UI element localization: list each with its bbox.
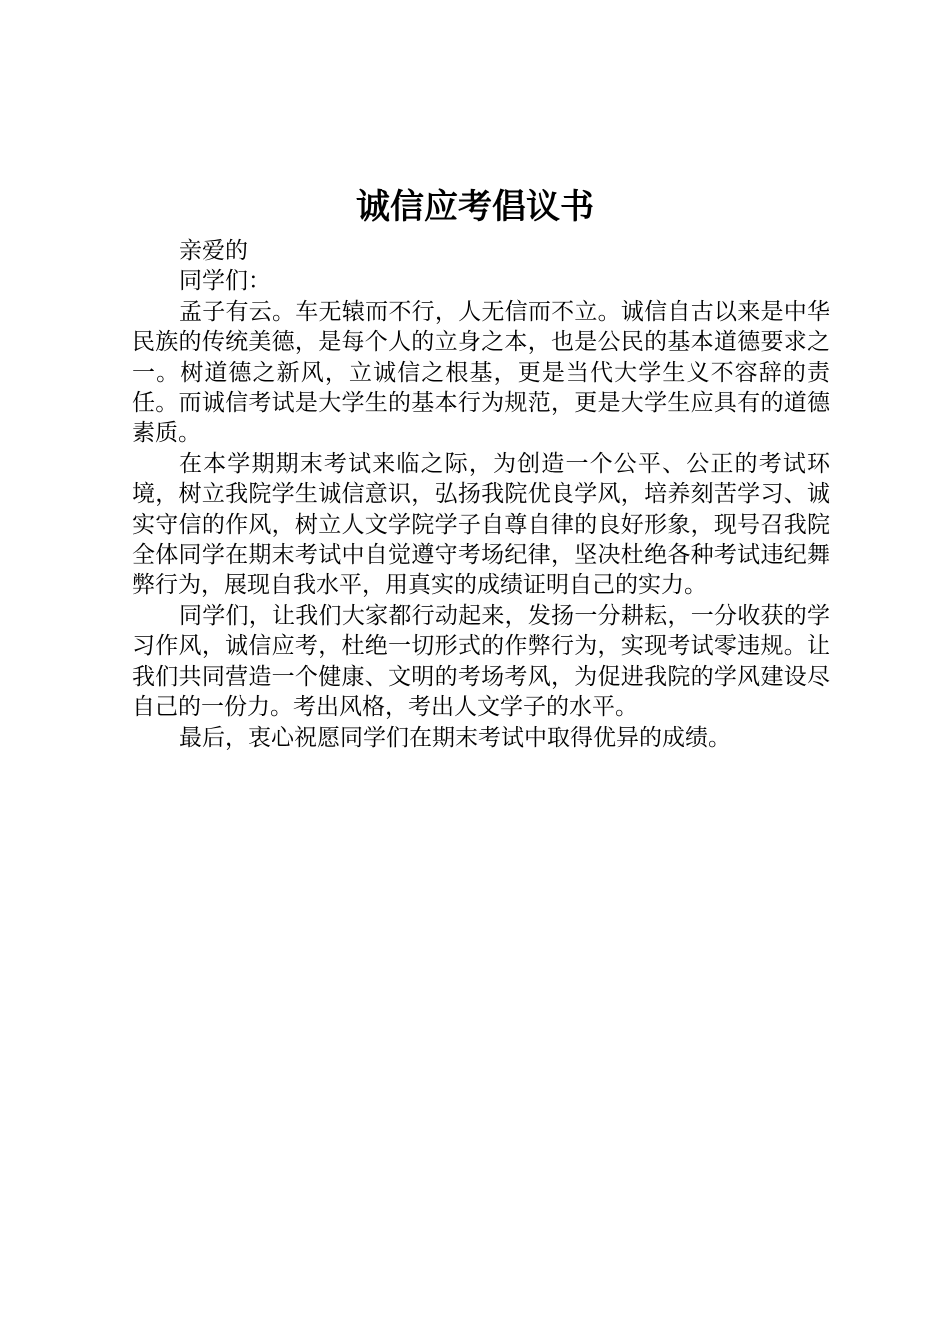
paragraph-intro: 孟子有云。车无辕而不行，人无信而不立。诚信自古以来是中华民族的传统美德，是每个人的立身之本，也是公民的基本道德要求之一。树道德之新风，立诚信之根基，更是当代大学生义不容辞的责任。而诚信考试是大学生的基本行为规范，更是大学生应具有的道德素质。 xyxy=(132,298,830,447)
paragraph-closing: 最后，衷心祝愿同学们在期末考试中取得优异的成绩。 xyxy=(179,724,731,751)
paragraph-call-to-action: 在本学期期末考试来临之际，为创造一个公平、公正的考试环境，树立我院学生诚信意识，弘扬我院优良学风，培养刻苦学习、诚实守信的作风，树立人文学院学子自尊自律的良好形象，现号召我院全体同学在期末考试中自觉遵守考场纪律，坚决杜绝各种考试违纪舞弊行为，展现自我水平，用真实的成绩证明自己的实力。 xyxy=(132,450,830,599)
salutation-line-1: 亲爱的 xyxy=(179,238,248,264)
document-title: 诚信应考倡议书 xyxy=(356,187,594,227)
document-body xyxy=(132,236,830,753)
salutation-line-2: 同学们： xyxy=(179,268,271,295)
paragraph-appeal: 同学们，让我们大家都行动起来，发扬一分耕耘，一分收获的学习作风，诚信应考，杜绝一切形式的作弊行为，实现考试零违规。让我们共同营造一个健康、文明的考场考风，为促进我院的学风建设尽自己的一份力。考出风格，考出人文学子的水平。 xyxy=(132,602,830,721)
